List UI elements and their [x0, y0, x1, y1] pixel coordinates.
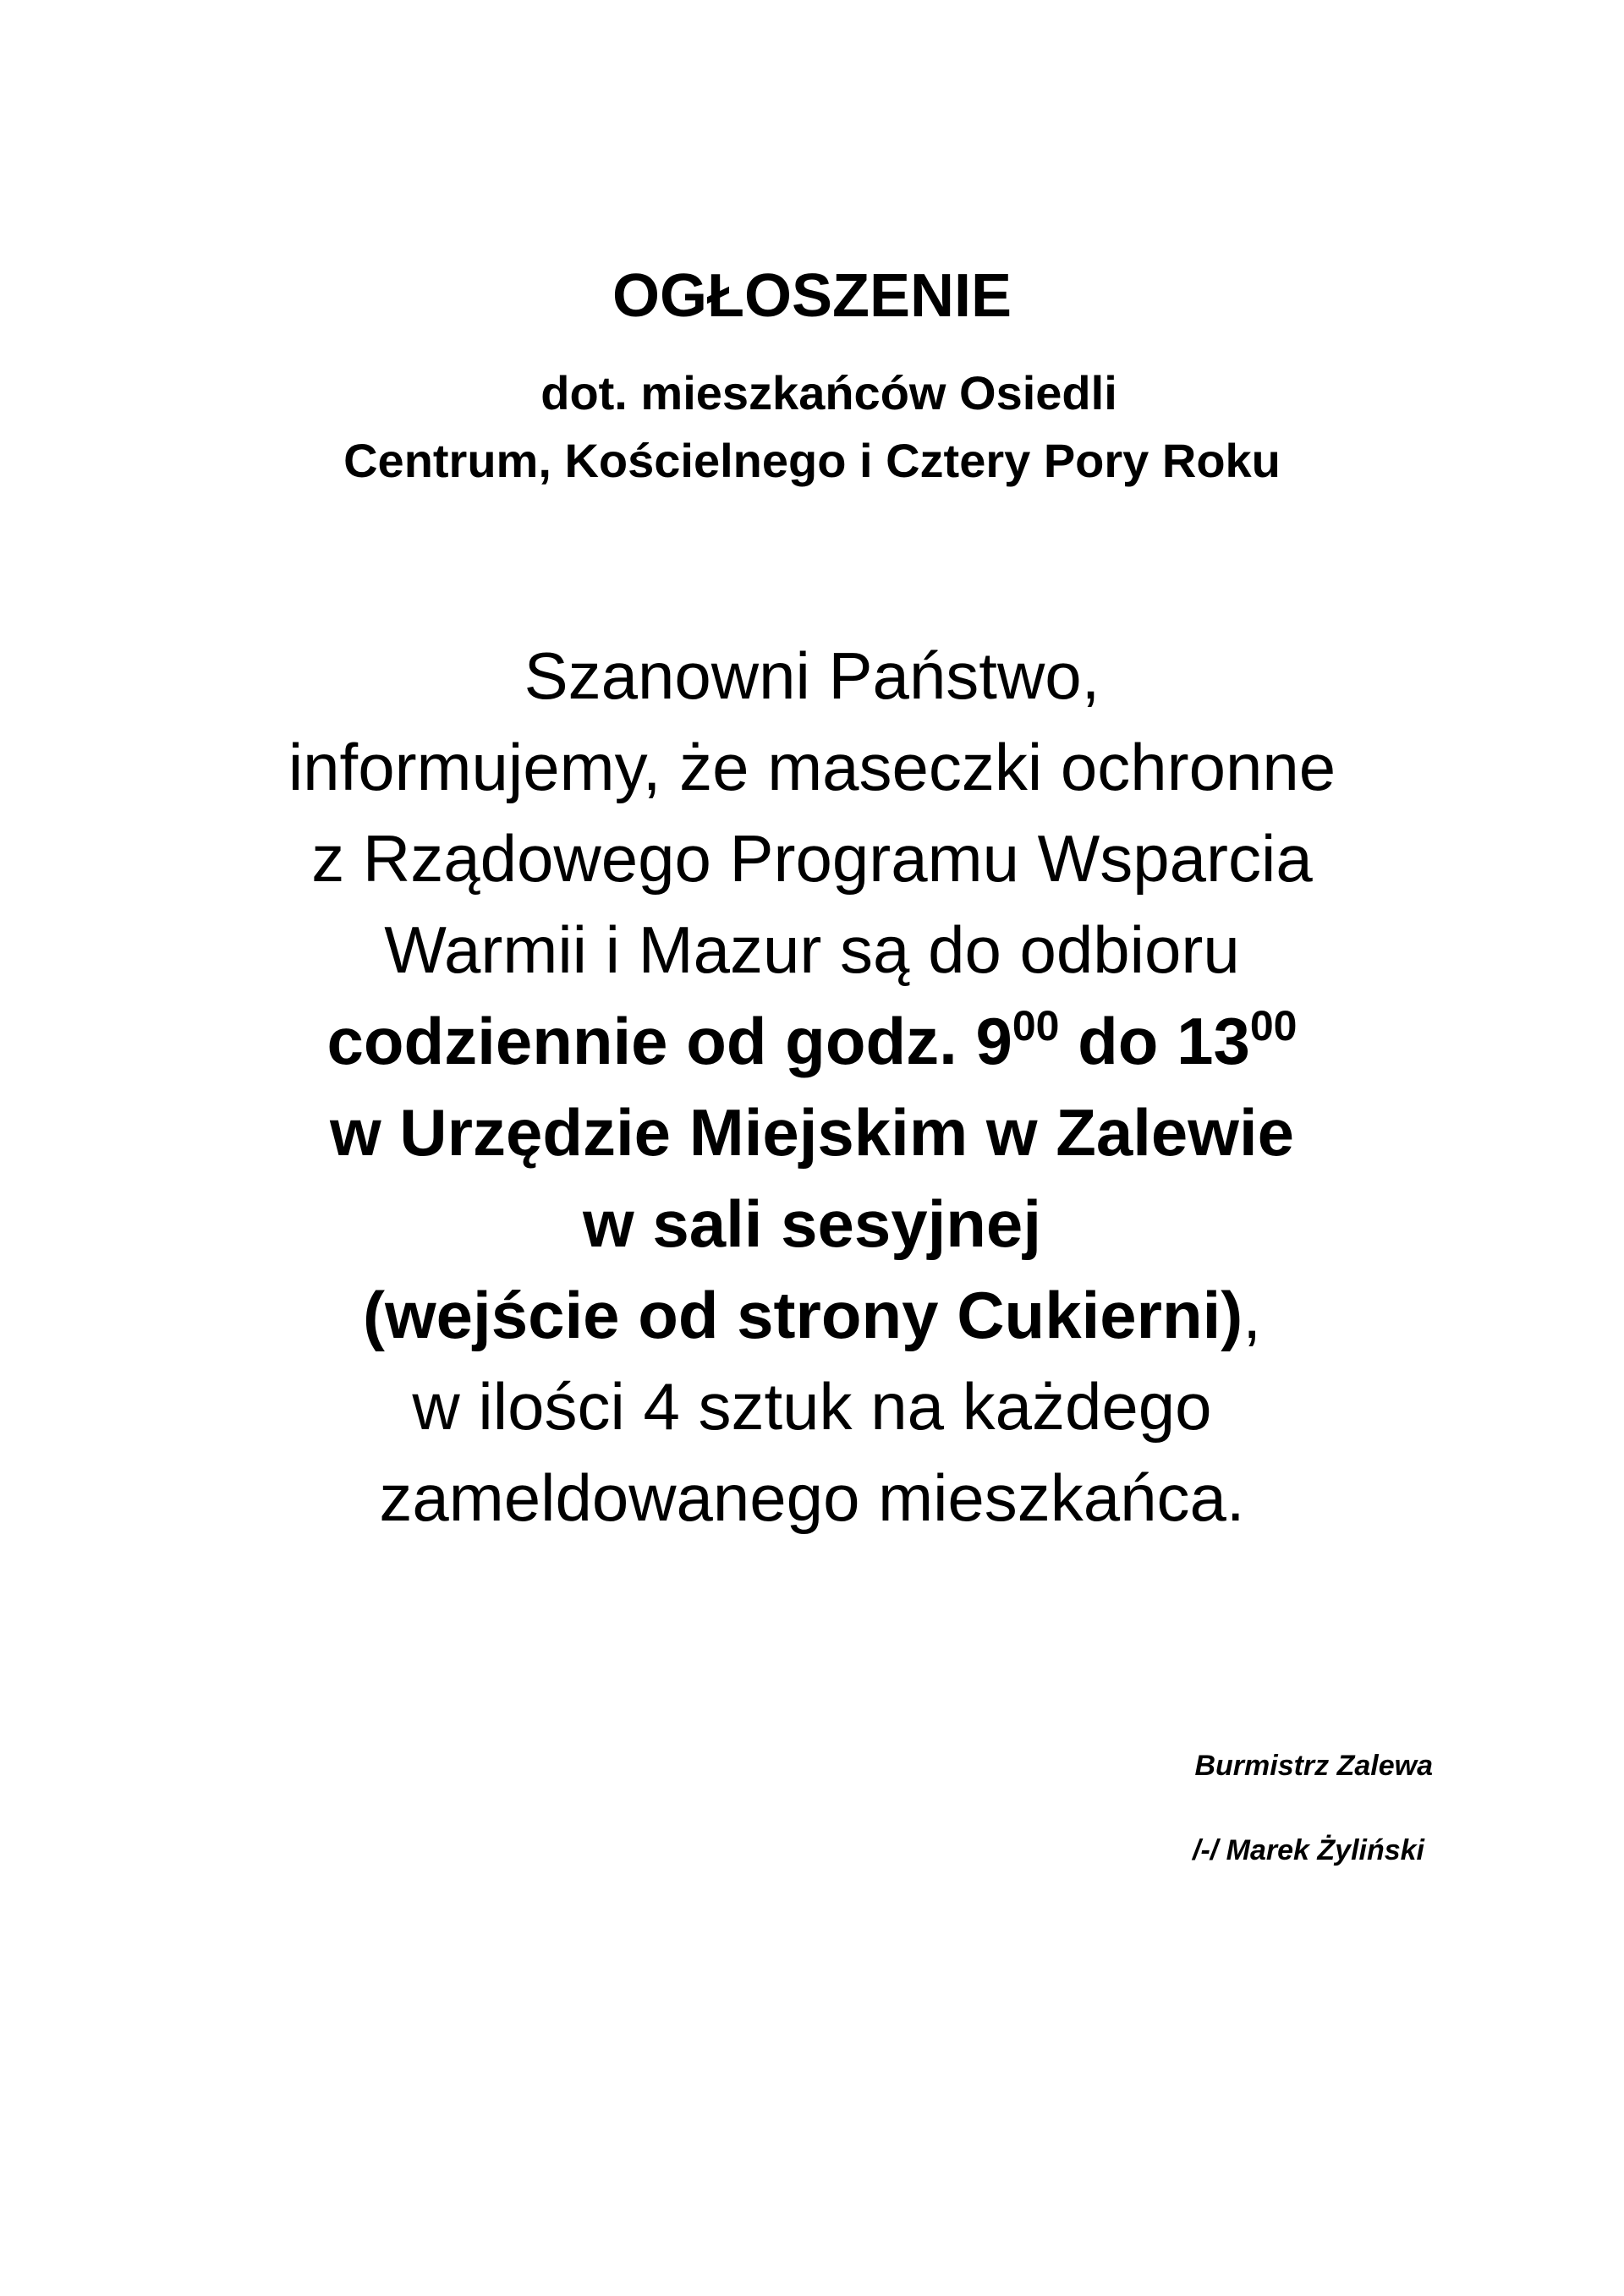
body-line-3: z Rządowego Programu Wsparcia: [311, 821, 1313, 896]
hours-start-minutes: 00: [1012, 1002, 1060, 1049]
announcement-subtitle-line1: dot. mieszkańców Osiedli: [540, 366, 1117, 419]
body-entrance-line: [0, 1269, 1624, 1361]
hours-prefix: codziennie od godz. 9: [326, 1004, 1012, 1078]
announcement-title: OGŁOSZENIE: [612, 262, 1012, 330]
body-line-7: w sali sesyjnej: [582, 1186, 1041, 1261]
announcement-body: [0, 630, 1624, 1543]
hours-end-minutes: 00: [1249, 1002, 1298, 1049]
body-line-4: Warmii i Mazur są do odbioru: [384, 912, 1240, 987]
body-greeting: Szanowni Państwo,: [524, 638, 1100, 713]
body-line-2: informujemy, że maseczki ochronne: [288, 730, 1336, 804]
entrance-suffix: ,: [1243, 1278, 1261, 1352]
body-line-10: zameldowanego mieszkańca.: [379, 1460, 1245, 1535]
body-line-6: w Urzędzie Miejskim w Zalewie: [329, 1095, 1295, 1170]
signature-role: Burmistrz Zalewa: [1194, 1750, 1433, 1782]
announcement-subtitle-line2: Centrum, Kościelnego i Cztery Pory Roku: [343, 434, 1281, 487]
hours-middle: do 13: [1059, 1004, 1250, 1078]
body-hours-line: [0, 995, 1624, 1087]
entrance-bold-text: (wejście od strony Cukierni): [363, 1278, 1243, 1352]
signature-name: /-/ Marek Żyliński: [1193, 1834, 1424, 1866]
body-line-9: w ilości 4 sztuk na każdego: [412, 1369, 1212, 1444]
